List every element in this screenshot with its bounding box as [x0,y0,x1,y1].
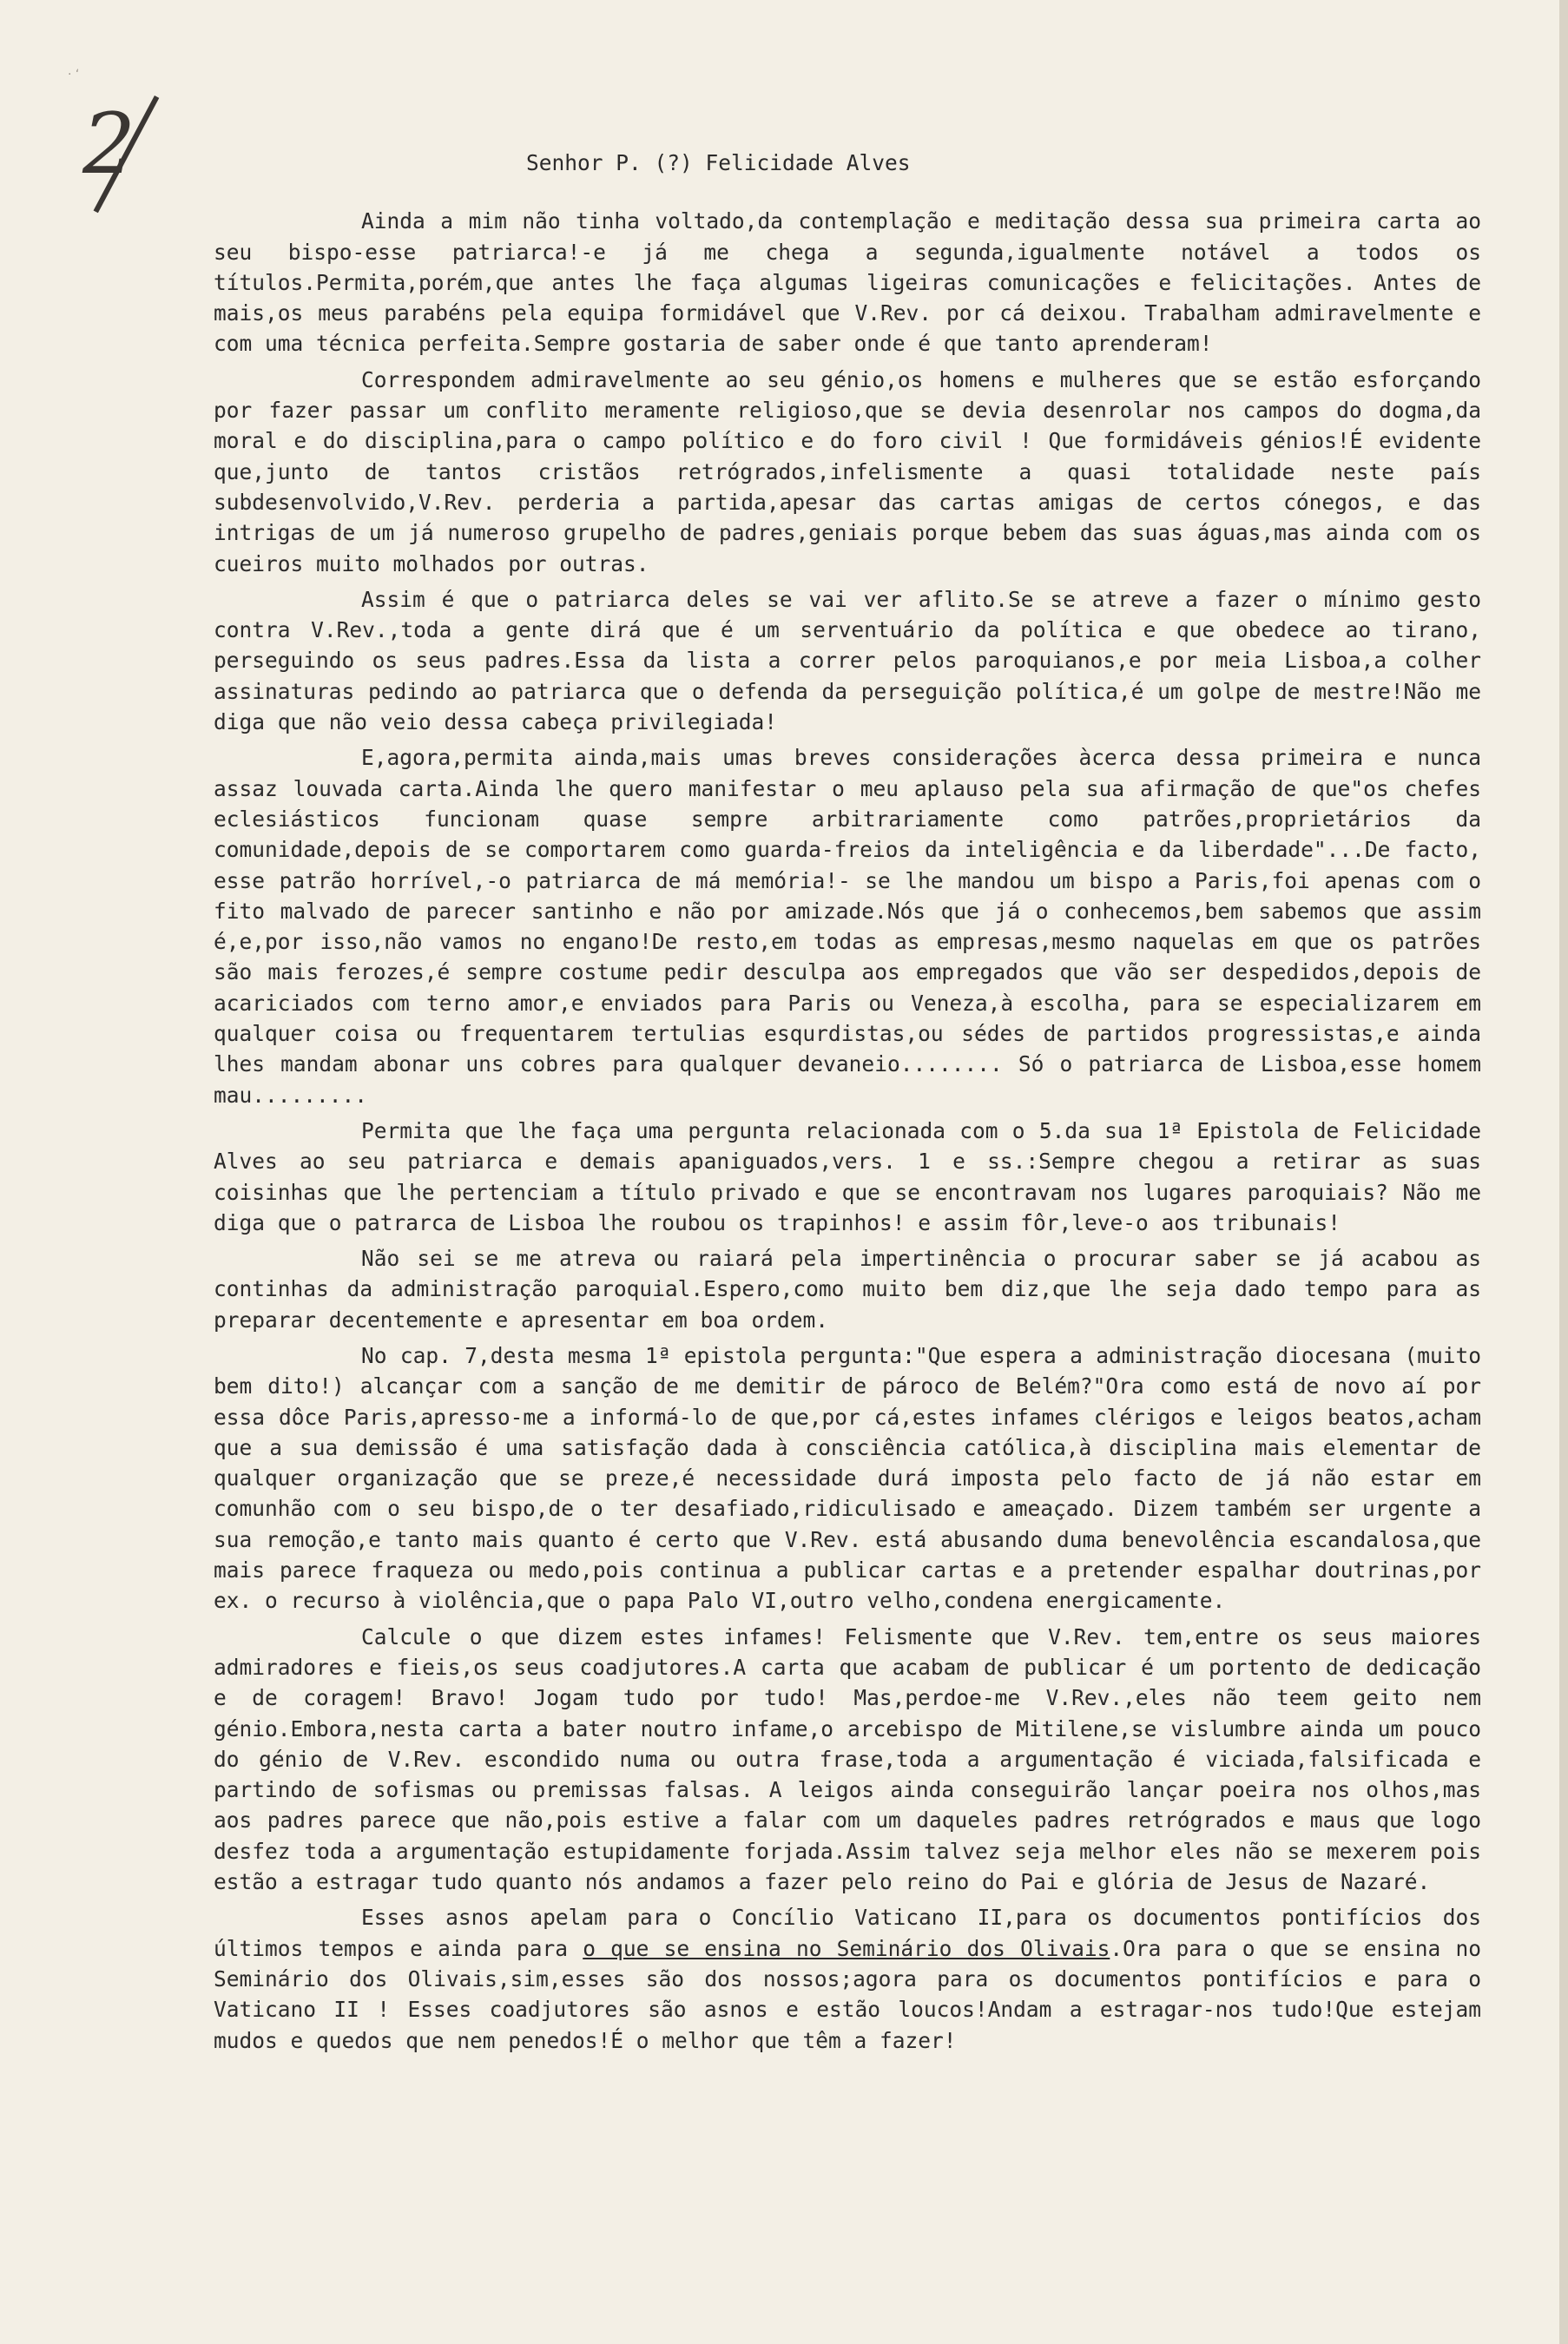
paragraph-6: Não sei se me atreva ou raiará pela impertinência o procurar saber se já acabou as continhas da administração paroquial.Espero,como muito bem diz,que lhe seja dado tempo para as preparar decentemente e apresentar em boa ordem. [214,1246,1481,1333]
pencil-note: · ‘ [68,68,80,82]
paragraph-9 [214,1902,1481,2055]
paragraph-3: Assim é que o patriarca deles se vai ver aflito.Se se atreve a fazer o mínimo gesto contra V.Rev.,toda a gente dirá que é um serventuário da política e que obedece ao tirano, perseguindo os seus padres.Essa da lista a correr pelos paroquianos,e por meia Lisboa,a colher assinaturas pedindo ao patriarca que o defenda da perseguição política,é um golpe de mestre!Não me diga que não veio dessa cabeça privilegiada! [214,586,1481,735]
paragraph-9-text-end: .Ora para o que se ensina no Seminário dos Olivais,sim,esses são dos nossos;agora para os documentos pontifícios e para o Vaticano II ! Esses coadjutores são asnos e estão loucos!Andam a estragar-nos tudo!Que estejam mudos e quedos que nem penedos!É o melhor que têm a fazer! [214,1935,1481,2053]
paragraph-9-text: Esses asnos apelam para o Concílio Vaticano II,para os documentos pontifícios dos últimos tempos e ainda para [214,1905,1481,1961]
handwritten-page-number: 2 [82,95,136,193]
paragraph-7: No cap. 7,desta mesma 1ª epistola pergunta:"Que espera a administração diocesana (muito bem dito!) alcançar com a sanção de me demitir de pároco de Belém?"Ora como está de novo aí por essa dôce Paris,apresso-me a informá-lo de que,por cá,estes infames clérigos e leigos beatos,acham que a sua demissão é uma satisfação dada à consciência católica,à disciplina mais elementar de qualquer organização que se preze,é necessidade durá imposta pelo facto de já não estar em comunhão com o seu bispo,de o ter desafiado,ridiculisado e ameaçado. Dizem também ser urgente a sua remoção,e tanto mais quanto é certo que V.Rev. está abusando duma benevolência escandalosa,que mais parece fraqueza ou medo,pois continua a publicar cartas e a pretender espalhar doutrinas,por ex. o recurso à violência,que o papa Palo VI,outro velho,condena energicamente. [214,1342,1481,1614]
paragraph-5: Permita que lhe faça uma pergunta relacionada com o 5.da sua 1ª Epistola de Felicidade Alves ao seu patriarca e demais apaniguados,vers. 1 e ss.:Sempre chegou a retirar as suas coisinhas que lhe pertenciam a título privado e que se encontravam nos lugares paroquiais? Não me diga que o patrarca de Lisboa lhe roubou os trapinhos! e assim fôr,leve-o aos tribunais! [214,1117,1481,1235]
paragraph-4: E,agora,permita ainda,mais umas breves considerações àcerca dessa primeira e nunca assaz louvada carta.Ainda lhe quero manifestar o meu aplauso pela sua afirmação de que"os chefes eclesiásticos funcionam quase sempre arbitrariamente como patrões,proprietários da comunidade,depois de se comportarem como guarda-freios da inteligência e da liberdade"...De facto, esse patrão horrível,-o patriarca de má memória!- se lhe mandou um bispo a Paris,foi apenas com o fito malvado de parecer santinho e não por amizade.Nós que já o conhecemos,bem sabemos que assim é,e,por isso,não vamos no engano!De resto,em todas as empresas,mesmo naquelas em que os patrões são mais ferozes,é sempre costume pedir desculpa aos empregados que vão ser despedidos,depois de acariciados com terno amor,e enviados para Paris ou Veneza,à escolha, para se especializarem em qualquer coisa ou frequentarem tertulias esqurdistas,ou sédes de partidos progressistas,e ainda lhes mandam abonar uns cobres para qualquer devaneio........ Só o patriarca de Lisboa,esse homem mau......... [214,745,1481,1108]
page-edge [1559,0,1568,2344]
paragraph-9-underlined: o que se ensina no Seminário dos Olivais [583,1935,1110,1961]
paragraph-1: Ainda a mim não tinha voltado,da contemplação e meditação dessa sua primeira carta ao seu bispo-esse patriarca!-e já me chega a segunda,igualmente notável a todos os títulos.Permita,porém,que antes lhe faça algumas ligeiras comunicações e felicitações. Antes de mais,os meus parabéns pela equipa formidável que V.Rev. por cá deixou. Trabalham admiravelmente e com uma técnica perfeita.Sempre gostaria de saber onde é que tanto aprenderam! [214,208,1481,357]
paragraph-2: Correspondem admiravelmente ao seu génio,os homens e mulheres que se estão esforçando por fazer passar um conflito meramente religioso,que se devia desenrolar nos campos do dogma,da moral e do disciplina,para o campo político e do foro civil ! Que formidáveis génios!É evidente que,junto de tantos cristãos retrógrados,infelismente a quasi totalidade neste país subdesenvolvido,V.Rev. perderia a partida,apesar das cartas amigas de certos cónegos, e das intrigas de um já numeroso grupelho de padres,geniais porque bebem das suas águas,mas ainda com os cueiros muito molhados por outras. [214,366,1481,576]
letter-body [214,148,1481,2056]
salutation: Senhor P. (?) Felicidade Alves [526,150,911,175]
paragraph-8: Calcule o que dizem estes infames! Felismente que V.Rev. tem,entre os seus maiores admiradores e fieis,os seus coadjutores.A carta que acabam de publicar é um portento de dedicação e de coragem! Bravo! Jogam tudo por tudo! Mas,perdoe-me V.Rev.,eles não teem geito nem génio.Embora,nesta carta a bater noutro infame,o arcebispo de Mitilene,se vislumbre ainda um pouco do génio de V.Rev. escondido numa ou outra frase,toda a argumentação é viciada,falsificada e partindo de sofismas ou premissas falsas. A leigos ainda conseguirão lançar poeira nos olhos,mas aos padres parece que não,pois estive a falar com um daqueles padres retrógrados e maus que logo desfez toda a argumentação estupidamente forjada.Assim talvez seja melhor eles não se mexerem pois estão a estragar tudo quanto nós andamos a fazer pelo reino do Pai e glória de Jesus de Nazaré. [214,1623,1481,1895]
